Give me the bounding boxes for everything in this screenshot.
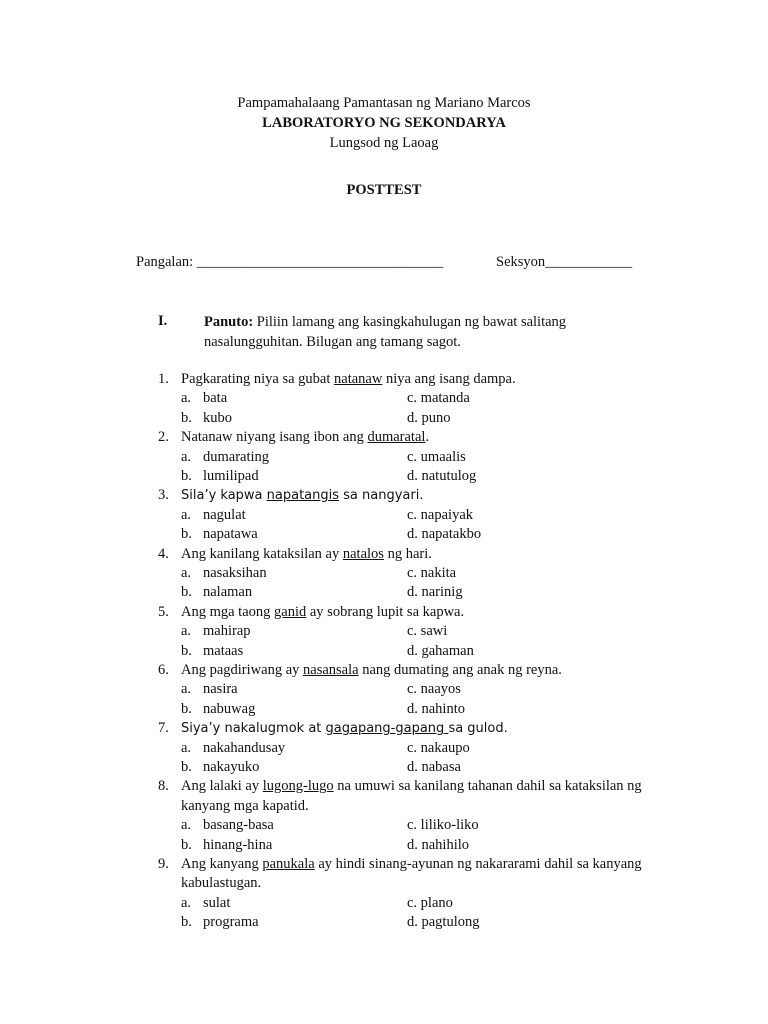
question-text (181, 428, 678, 447)
choice-a[interactable]: a. nasaksihan (181, 565, 267, 582)
underlined-word: napatangis (266, 488, 340, 504)
question-text (181, 661, 678, 680)
question-list (158, 370, 678, 933)
choice-b[interactable]: b. nalaman (181, 584, 253, 601)
choice-a[interactable]: a. basang-basa (181, 817, 274, 834)
question-text-pre: Pagkarating niya sa gubat (181, 371, 335, 387)
question-number: 9. (158, 856, 169, 873)
instructions (204, 313, 624, 352)
question-item (158, 603, 678, 661)
question-text (181, 486, 678, 505)
underlined-word: natalos (342, 545, 384, 562)
choice-b[interactable]: b. hinang-hina (181, 836, 273, 853)
choice-b[interactable]: b. kubo (181, 409, 232, 426)
choice-a[interactable]: a. nakahandusay (181, 739, 286, 756)
question-text (181, 603, 678, 622)
question-text (181, 545, 678, 564)
name-field: Pangalan: __________________________________ (136, 254, 444, 270)
choice-a[interactable]: a. mahirap (181, 623, 251, 640)
choice-a[interactable]: a. bata (181, 390, 228, 407)
question-item (158, 370, 678, 428)
choice-b[interactable]: b. mataas (181, 642, 244, 659)
choice-d[interactable]: d. pagtulong (407, 914, 480, 931)
question-number: 1. (158, 371, 169, 387)
question-number: 3. (158, 487, 169, 504)
choices (181, 739, 678, 778)
choice-d[interactable]: d. nabasa (407, 759, 461, 776)
choice-c[interactable]: c. umaalis (407, 448, 466, 465)
instructions-text: Piliin lamang ang kasingkahulugan ng bawat salitang nasalungguhitan. Bilugan ang tamang sagot. (204, 314, 567, 350)
choice-d[interactable]: d. nahihilo (407, 836, 470, 853)
choice-b[interactable]: b. lumilipad (181, 468, 259, 484)
question-number: 6. (158, 662, 169, 679)
question-item (158, 428, 678, 486)
choice-c[interactable]: c. naayos (407, 681, 461, 698)
underlined-word: natanaw (334, 371, 383, 387)
university-name: Pampamahalaang Pamantasan ng Mariano Marcos (237, 95, 531, 111)
choices (181, 680, 678, 719)
instructions-label: Panuto: (204, 314, 254, 330)
school-name: LABORATORYO NG SEKONDARYA (262, 115, 506, 131)
choice-c[interactable]: c. liliko-liko (407, 817, 479, 834)
question-text-post: ay sobrang lupit sa kapwa. (306, 603, 465, 620)
question-text (181, 777, 678, 816)
question-item (158, 855, 678, 933)
choice-a[interactable]: a. nasira (181, 681, 238, 698)
question-text-pre: Ang lalaki ay (181, 778, 263, 795)
choices (181, 389, 678, 428)
question-text-post: . (425, 429, 430, 446)
underlined-word: nasansala (303, 662, 359, 679)
choice-a[interactable]: a. dumarating (181, 448, 270, 465)
question-text-pre: Natanaw niyang isang ibon ang (181, 429, 368, 446)
question-text-post: ay hindi sinang-ayunan ng nakararami dahil sa kanyang kabulastugan. (181, 856, 642, 892)
choices (181, 448, 678, 487)
question-text-post: sa gulod. (448, 721, 508, 737)
choice-c[interactable]: c. sawi (407, 623, 448, 640)
question-text-pre: Sila’y kapwa (181, 488, 267, 504)
choice-d[interactable]: d. gahaman (407, 642, 474, 659)
question-text-post: sa nangyari. (339, 488, 424, 504)
question-number: 7. (158, 720, 169, 737)
choices (181, 894, 678, 933)
choice-b[interactable]: b. nakayuko (181, 759, 260, 776)
question-text-pre: Siya’y nakalugmok at (181, 721, 326, 737)
question-text (181, 370, 678, 389)
question-text (181, 719, 678, 738)
question-text-pre: Ang kanilang kataksilan ay (181, 545, 343, 562)
question-number: 8. (158, 778, 169, 795)
question-text-pre: Ang pagdiriwang ay (181, 662, 304, 679)
underlined-word: dumaratal (367, 429, 426, 446)
part-numeral: I. (158, 313, 168, 329)
choice-c[interactable]: c. nakaupo (407, 739, 470, 756)
question-item (158, 486, 678, 544)
question-text-post: nang dumating ang anak ng reyna. (358, 662, 562, 679)
choice-a[interactable]: a. sulat (181, 894, 231, 911)
choices (181, 816, 678, 855)
choice-d[interactable]: d. narinig (407, 584, 463, 601)
question-item (158, 545, 678, 603)
underlined-word: ganid (274, 603, 307, 620)
city-name: Lungsod ng Laoag (329, 135, 439, 151)
question-text-post: niya ang isang dampa. (382, 371, 516, 387)
choice-d[interactable]: d. nahinto (407, 700, 465, 717)
choices (181, 622, 678, 661)
choice-b[interactable]: b. nabuwag (181, 700, 256, 717)
question-item (158, 777, 678, 855)
choice-a[interactable]: a. nagulat (181, 506, 246, 523)
test-title: POSTTEST (346, 182, 422, 198)
question-number: 5. (158, 603, 169, 620)
choices (181, 564, 678, 603)
underlined-word: panukala (262, 856, 315, 873)
question-number: 2. (158, 429, 169, 446)
underlined-word: lugong-lugo (262, 778, 334, 795)
question-text-pre: Ang mga taong (181, 603, 275, 620)
question-item (158, 661, 678, 719)
choice-c[interactable]: c. nakita (407, 565, 457, 582)
question-item (158, 719, 678, 777)
choice-d[interactable]: d. napatakbo (407, 526, 482, 543)
choices (181, 506, 678, 545)
choice-b[interactable]: b. programa (181, 914, 259, 931)
document-header (0, 93, 768, 153)
question-text-pre: Ang kanyang (181, 856, 263, 873)
question-text-post: ng hari. (383, 545, 432, 562)
section-field: Seksyon____________ (496, 254, 633, 270)
choice-d[interactable]: d. natutulog (407, 468, 477, 484)
question-text-post: na umuwi sa kanilang tahanan dahil sa kataksilan ng kanyang mga kapatid. (181, 778, 642, 814)
underlined-word: gagapang-gapang (325, 721, 449, 737)
question-text (181, 855, 678, 894)
choice-c[interactable]: c. plano (407, 894, 453, 911)
choice-c[interactable]: c. napaiyak (407, 506, 474, 523)
choice-c[interactable]: c. matanda (407, 390, 470, 407)
choice-b[interactable]: b. napatawa (181, 526, 258, 543)
choice-d[interactable]: d. puno (407, 409, 451, 426)
question-number: 4. (158, 545, 169, 562)
